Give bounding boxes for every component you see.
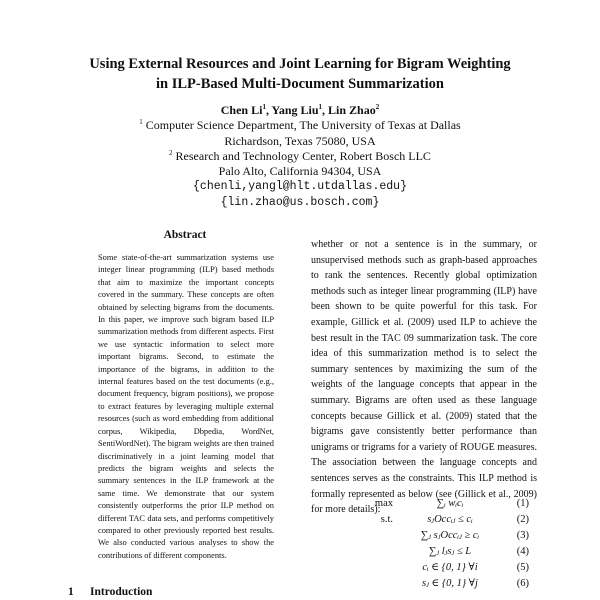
equation-row bbox=[311, 528, 537, 544]
equation-expression: ∑ⱼ sⱼOccᵢⱼ ≥ cᵢ bbox=[420, 530, 480, 541]
author-1-affil: 1 bbox=[262, 103, 266, 111]
author-2: Yang Liu bbox=[271, 103, 319, 117]
author-3-affil: 2 bbox=[375, 103, 380, 111]
section-heading bbox=[68, 586, 152, 598]
author-sep-2: , bbox=[322, 103, 329, 117]
author-names bbox=[0, 103, 600, 118]
equation-number: (1) bbox=[516, 498, 529, 509]
equation-label: s.t. bbox=[380, 514, 393, 525]
equation-expression: sⱼ ∈ {0, 1} ∀j bbox=[422, 578, 478, 589]
equation-expression: ∑ᵢ wᵢcᵢ bbox=[436, 498, 464, 509]
author-2-affil: 1 bbox=[318, 103, 323, 111]
title-line-1: Using External Resources and Joint Learning for Bigram Weighting bbox=[89, 56, 511, 72]
equation-row bbox=[311, 496, 537, 512]
author-1: Chen Li bbox=[220, 103, 263, 117]
paper-title bbox=[0, 54, 600, 94]
email-1: {chenli,yangl@hlt.utdallas.edu} bbox=[193, 180, 407, 194]
affiliation-1-mark: 1 bbox=[139, 118, 143, 127]
title-line-2: in ILP-Based Multi-Document Summarization bbox=[156, 76, 444, 92]
abstract-text: Some state-of-the-art summarization systems use integer linear programming (ILP) based methods that aim to maximize the important concepts covered in the summary. These concepts are often obtained by selecting bigrams from the documents. In this paper, we improve such bigram based ILP summarization methods from different aspects. First we use syntactic information to select more important bigrams. Second, to estimate the importance of the bigrams, in addition to the internal features based on the test documents (e.g., document frequency, bigram positions), we propose to extract features by leveraging multiple external resources (such as word embedding from additional corpus, Wikipedia, Dbpedia, WordNet, SentiWordNet). The bigram weights are then trained discriminatively in a joint learning model that predicts the bigram weights and selects the summary sentences in the ILP framework at the same time. We demonstrate that our system consistently outperforms the prior ILP method on different TAC data sets, and performs competitively compared to other previously reported best results. We also conducted various analyses to show the contributions of different components. bbox=[98, 253, 274, 560]
affiliation-1 bbox=[0, 118, 600, 133]
affiliation-1-line-1: Computer Science Department, The University of Texas at Dallas bbox=[142, 118, 461, 133]
body-paragraph: whether or not a sentence is in the summary, or unsupervised methods such as graph-based approaches to rank the sentences. Recently global optimization methods such as integer linear programming (ILP) have been shown to be quite powerful for this task. For example, Gillick et al. (2009) used ILP to achieve the best result in the TAC 09 summarization task. The core idea of this summarization method is to select the summary sentences by maximizing the sum of the weights of the language concepts that appear in the summary. Bigrams are often used as these language concepts because Gillick et al. (2009) stated that the bigrams gave consistently better performance than unigrams or trigrams for a variety of ROUGE measures. The association between the language concepts and sentences serves as the constraints. This ILP method is formally represented as below (see (Gillick et al., 2009) for more details): bbox=[311, 239, 537, 516]
equation-expression: ∑ⱼ lⱼsⱼ ≤ L bbox=[428, 546, 472, 557]
affiliation-1-line-2: Richardson, Texas 75080, USA bbox=[224, 133, 376, 148]
equation-number: (6) bbox=[516, 578, 529, 589]
section-title: Introduction bbox=[90, 586, 153, 598]
author-block bbox=[0, 103, 600, 210]
author-3: Lin Zhao bbox=[328, 103, 376, 117]
author-sep-1: , bbox=[265, 103, 272, 117]
equation-row bbox=[311, 560, 537, 576]
equation-number: (4) bbox=[516, 546, 529, 557]
equation-number: (3) bbox=[516, 530, 529, 541]
equation-expression: cᵢ ∈ {0, 1} ∀i bbox=[422, 562, 478, 573]
equation-number: (5) bbox=[516, 562, 529, 573]
equation-number: (2) bbox=[516, 514, 529, 525]
equation-row bbox=[311, 512, 537, 528]
affiliation-2-mark: 2 bbox=[169, 148, 173, 157]
affiliation-2 bbox=[0, 149, 600, 164]
affiliation-2-line-1: Research and Technology Center, Robert Bosch LLC bbox=[172, 148, 431, 163]
equation-expression: sⱼOccᵢⱼ ≤ cᵢ bbox=[427, 514, 473, 525]
equation-row bbox=[311, 576, 537, 592]
equation-row bbox=[311, 544, 537, 560]
affiliation-2-line-2: Palo Alto, California 94304, USA bbox=[218, 164, 382, 179]
section-number: 1 bbox=[68, 586, 74, 598]
equation-label: max bbox=[374, 498, 393, 509]
email-2: {lin.zhao@us.bosch.com} bbox=[220, 195, 380, 209]
abstract-heading: Abstract bbox=[163, 229, 207, 241]
